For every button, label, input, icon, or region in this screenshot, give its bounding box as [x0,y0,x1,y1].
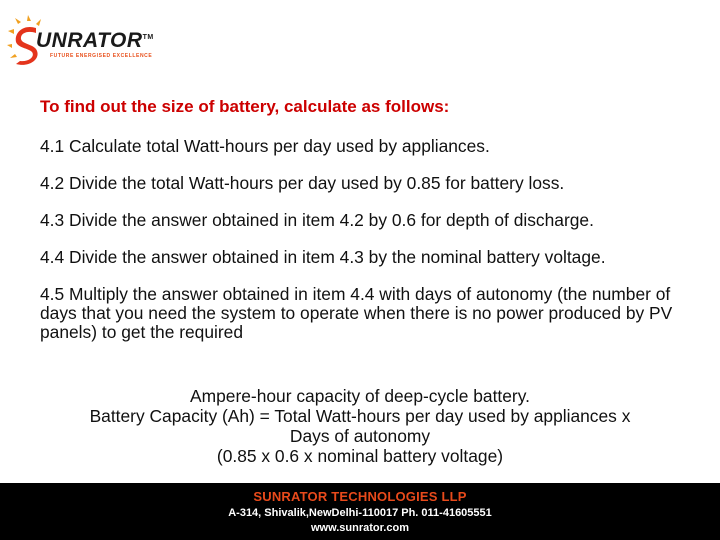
formula-line-1: Ampere-hour capacity of deep-cycle battery. [190,386,530,406]
formula-line-4: (0.85 x 0.6 x nominal battery voltage) [216,446,504,466]
step-4-2: 4.2 Divide the total Watt-hours per day used by 0.85 for battery loss. [40,173,565,193]
footer-company-name: SUNRATOR TECHNOLOGIES LLP [253,489,467,504]
slide-heading: To find out the size of battery, calculate as follows: [40,97,450,116]
footer-address: A-314, Shivalik,NewDelhi-110017 Ph. 011-41605551 [228,507,492,519]
main-content [40,97,690,360]
step-4-4: 4.4 Divide the answer obtained in item 4.3 by the nominal battery voltage. [40,247,606,267]
company-logo [6,14,156,70]
footer-bar [0,483,720,540]
footer-website: www.sunrator.com [310,522,409,534]
step-4-1: 4.1 Calculate total Watt-hours per day used by appliances. [40,136,490,156]
logo-wordmark: UNRATOR™ [36,29,154,52]
logo-tagline: FUTURE ENERGISED EXCELLENCE [50,53,153,59]
formula-line-3: Days of autonomy [289,426,431,446]
formula-line-2: Battery Capacity (Ah) = Total Watt-hours per day used by appliances x [89,406,631,426]
step-4-5: 4.5 Multiply the answer obtained in item 4.4 with days of autonomy (the number of days that you need the system to operate when there is no power produced by PV panels) to get the required [40,284,673,342]
battery-formula [30,386,690,466]
step-4-3: 4.3 Divide the answer obtained in item 4.2 by 0.6 for depth of discharge. [40,210,594,230]
